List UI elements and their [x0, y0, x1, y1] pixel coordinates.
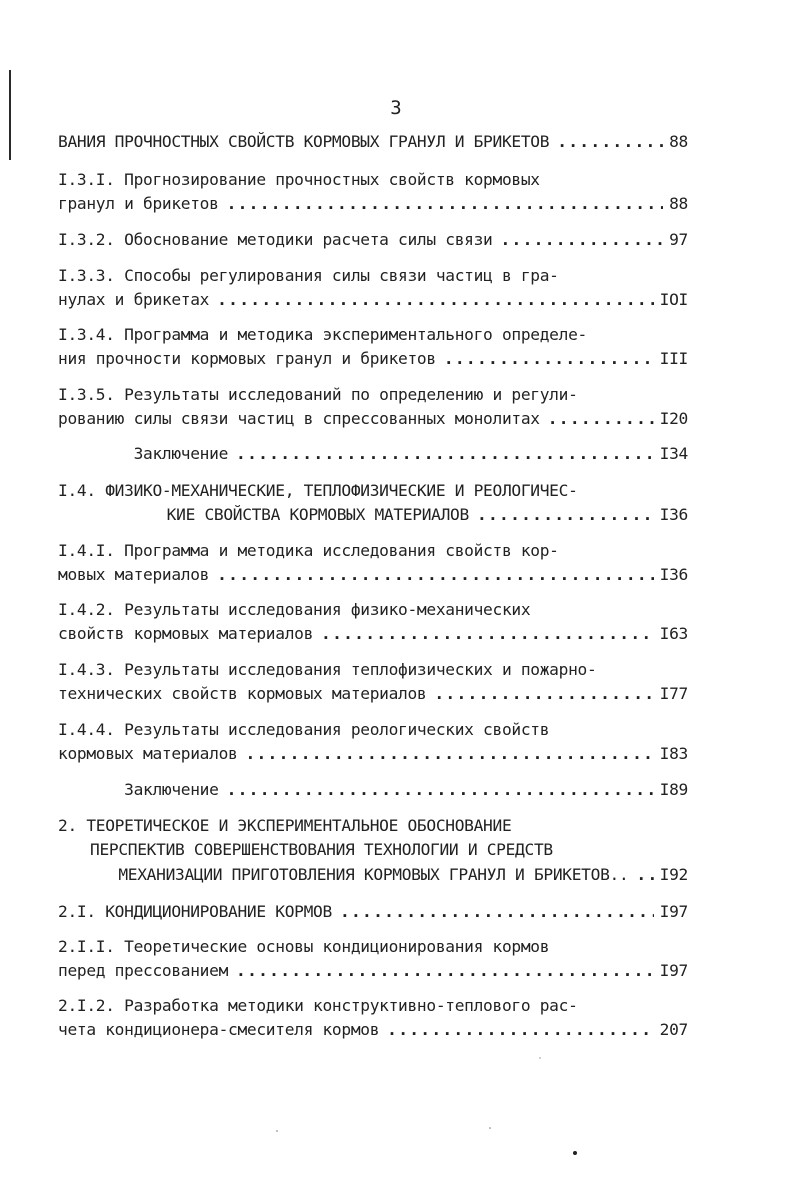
toc-page-number: III [659, 349, 688, 368]
dot-leader [636, 863, 653, 887]
dot-leader [245, 742, 653, 766]
dot-leader [217, 563, 654, 587]
toc-page-number: 88 [669, 194, 688, 213]
dot-leader [548, 407, 654, 431]
toc-entry-text: I.3.2. Обоснование методики расчета силы связи [58, 230, 493, 249]
speck [276, 1130, 278, 1132]
toc-entry-text: гранул и брикетов [58, 194, 219, 213]
toc-entry-text: I.3.3. Способы регулирования силы связи частиц в гра- [58, 266, 559, 285]
toc-entry-text: Заключение [58, 444, 229, 463]
toc-entry-text: кормовых материалов [58, 744, 238, 763]
page-number: 3 [390, 97, 402, 119]
toc-line-with-page [58, 442, 688, 466]
speck [489, 1127, 491, 1129]
dot-leader [227, 192, 664, 216]
toc-page-number: I89 [659, 780, 688, 799]
toc-entry-text: чета кондиционера-смесителя кормов [58, 1020, 380, 1039]
toc-line-with-page [58, 959, 688, 983]
toc-entry-text: ВАНИЯ ПРОЧНОСТНЫХ СВОЙСТВ КОРМОВЫХ ГРАНУЛ И БРИКЕТОВ [58, 132, 550, 151]
dot-leader [501, 228, 664, 252]
toc-page-number: 207 [659, 1020, 688, 1039]
toc-entry-text: мовых материалов [58, 565, 210, 584]
toc-line-with-page [58, 1018, 688, 1042]
dot-leader [236, 442, 654, 466]
toc-page-number: 88 [669, 132, 688, 151]
toc-entry-text: I.4.4. Результаты исследования реологических свойств [58, 720, 550, 739]
toc-entry-text: МЕХАНИЗАЦИИ ПРИГОТОВЛЕНИЯ КОРМОВЫХ ГРАНУЛ И БРИКЕТОВ.. [90, 865, 629, 884]
speck [573, 1151, 577, 1155]
toc-page-number: I36 [659, 505, 688, 524]
dot-leader [236, 959, 654, 983]
toc-entry-text: 2.I. КОНДИЦИОНИРОВАНИЕ КОРМОВ [58, 902, 332, 921]
dot-leader [217, 288, 654, 312]
toc-entry-text: I.3.5. Результаты исследований по определению и регули- [58, 385, 578, 404]
toc-entry-text: 2. ТЕОРЕТИЧЕСКОЕ И ЭКСПЕРИМЕНТАЛЬНОЕ ОБОСНОВАНИЕ [58, 816, 512, 835]
dot-leader [340, 900, 654, 924]
toc-line-with-page [58, 192, 688, 216]
toc-line-with-page [58, 130, 688, 154]
toc-line-with-page [58, 622, 688, 646]
toc-entry-text: I.4.3. Результаты исследования теплофизических и пожарно- [58, 660, 597, 679]
toc-page-number: I20 [659, 409, 688, 428]
toc-entry-text: Заключение [58, 780, 219, 799]
dot-leader [434, 682, 653, 706]
toc-entry-text: технических свойств кормовых материалов [58, 684, 427, 703]
toc-line-with-page [58, 682, 688, 706]
toc-entry-text: перед прессованием [58, 961, 229, 980]
toc-entry-text: нулах и брикетах [58, 290, 210, 309]
toc-entry-text: ния прочности кормовых гранул и брикетов [58, 349, 436, 368]
toc-line-with-page [58, 407, 688, 431]
toc-line-with-page [58, 228, 688, 252]
toc-page-number: I83 [659, 744, 688, 763]
toc-page-number: IOI [659, 290, 688, 309]
speck [539, 1057, 540, 1058]
toc-line-with-page [58, 900, 688, 924]
toc-line-with-page [110, 503, 688, 527]
toc-entry-text: КИЕ СВОЙСТВА КОРМОВЫХ МАТЕРИАЛОВ [110, 505, 469, 524]
toc-page-number: I97 [659, 902, 688, 921]
toc-line-with-page [58, 288, 688, 312]
dot-leader [477, 503, 654, 527]
toc-line-with-page [58, 347, 688, 371]
toc-page-number: I77 [659, 684, 688, 703]
toc-line-with-page [90, 863, 688, 887]
toc-entry-text: ПЕРСПЕКТИВ СОВЕРШЕНСТВОВАНИЯ ТЕХНОЛОГИИ И СРЕДСТВ [90, 840, 553, 859]
toc-page-number: 97 [669, 230, 688, 249]
dot-leader [321, 622, 654, 646]
toc-line-with-page [58, 742, 688, 766]
dot-leader [227, 778, 654, 802]
toc-entry-text: I.3.I. Прогнозирование прочностных свойств кормовых [58, 170, 540, 189]
toc-entry-text: I.4.2. Результаты исследования физико-механических [58, 600, 531, 619]
toc-entry-text: I.3.4. Программа и методика экспериментального определе- [58, 325, 587, 344]
toc-line-with-page [58, 778, 688, 802]
toc-page-number: I36 [659, 565, 688, 584]
toc-page-number: I63 [659, 624, 688, 643]
toc-entry-text: 2.I.2. Разработка методики конструктивно-теплового рас- [58, 996, 578, 1015]
toc-line-with-page [58, 563, 688, 587]
toc-entry-text: I.4.I. Программа и методика исследования свойств кор- [58, 541, 559, 560]
toc-page-number: I92 [659, 865, 688, 884]
toc-entry-text: рованию силы связи частиц в спрессованных монолитах [58, 409, 540, 428]
toc-page-number: I34 [659, 444, 688, 463]
toc-page-number: I97 [659, 961, 688, 980]
dot-leader [557, 130, 663, 154]
dot-leader [444, 347, 654, 371]
toc-entry-text: 2.I.I. Теоретические основы кондиционирования кормов [58, 937, 550, 956]
dot-leader [387, 1018, 654, 1042]
toc-entry-text: свойств кормовых материалов [58, 624, 314, 643]
toc-entry-text: I.4. ФИЗИКО-МЕХАНИЧЕСКИЕ, ТЕПЛОФИЗИЧЕСКИЕ И РЕОЛОГИЧЕС- [58, 481, 578, 500]
